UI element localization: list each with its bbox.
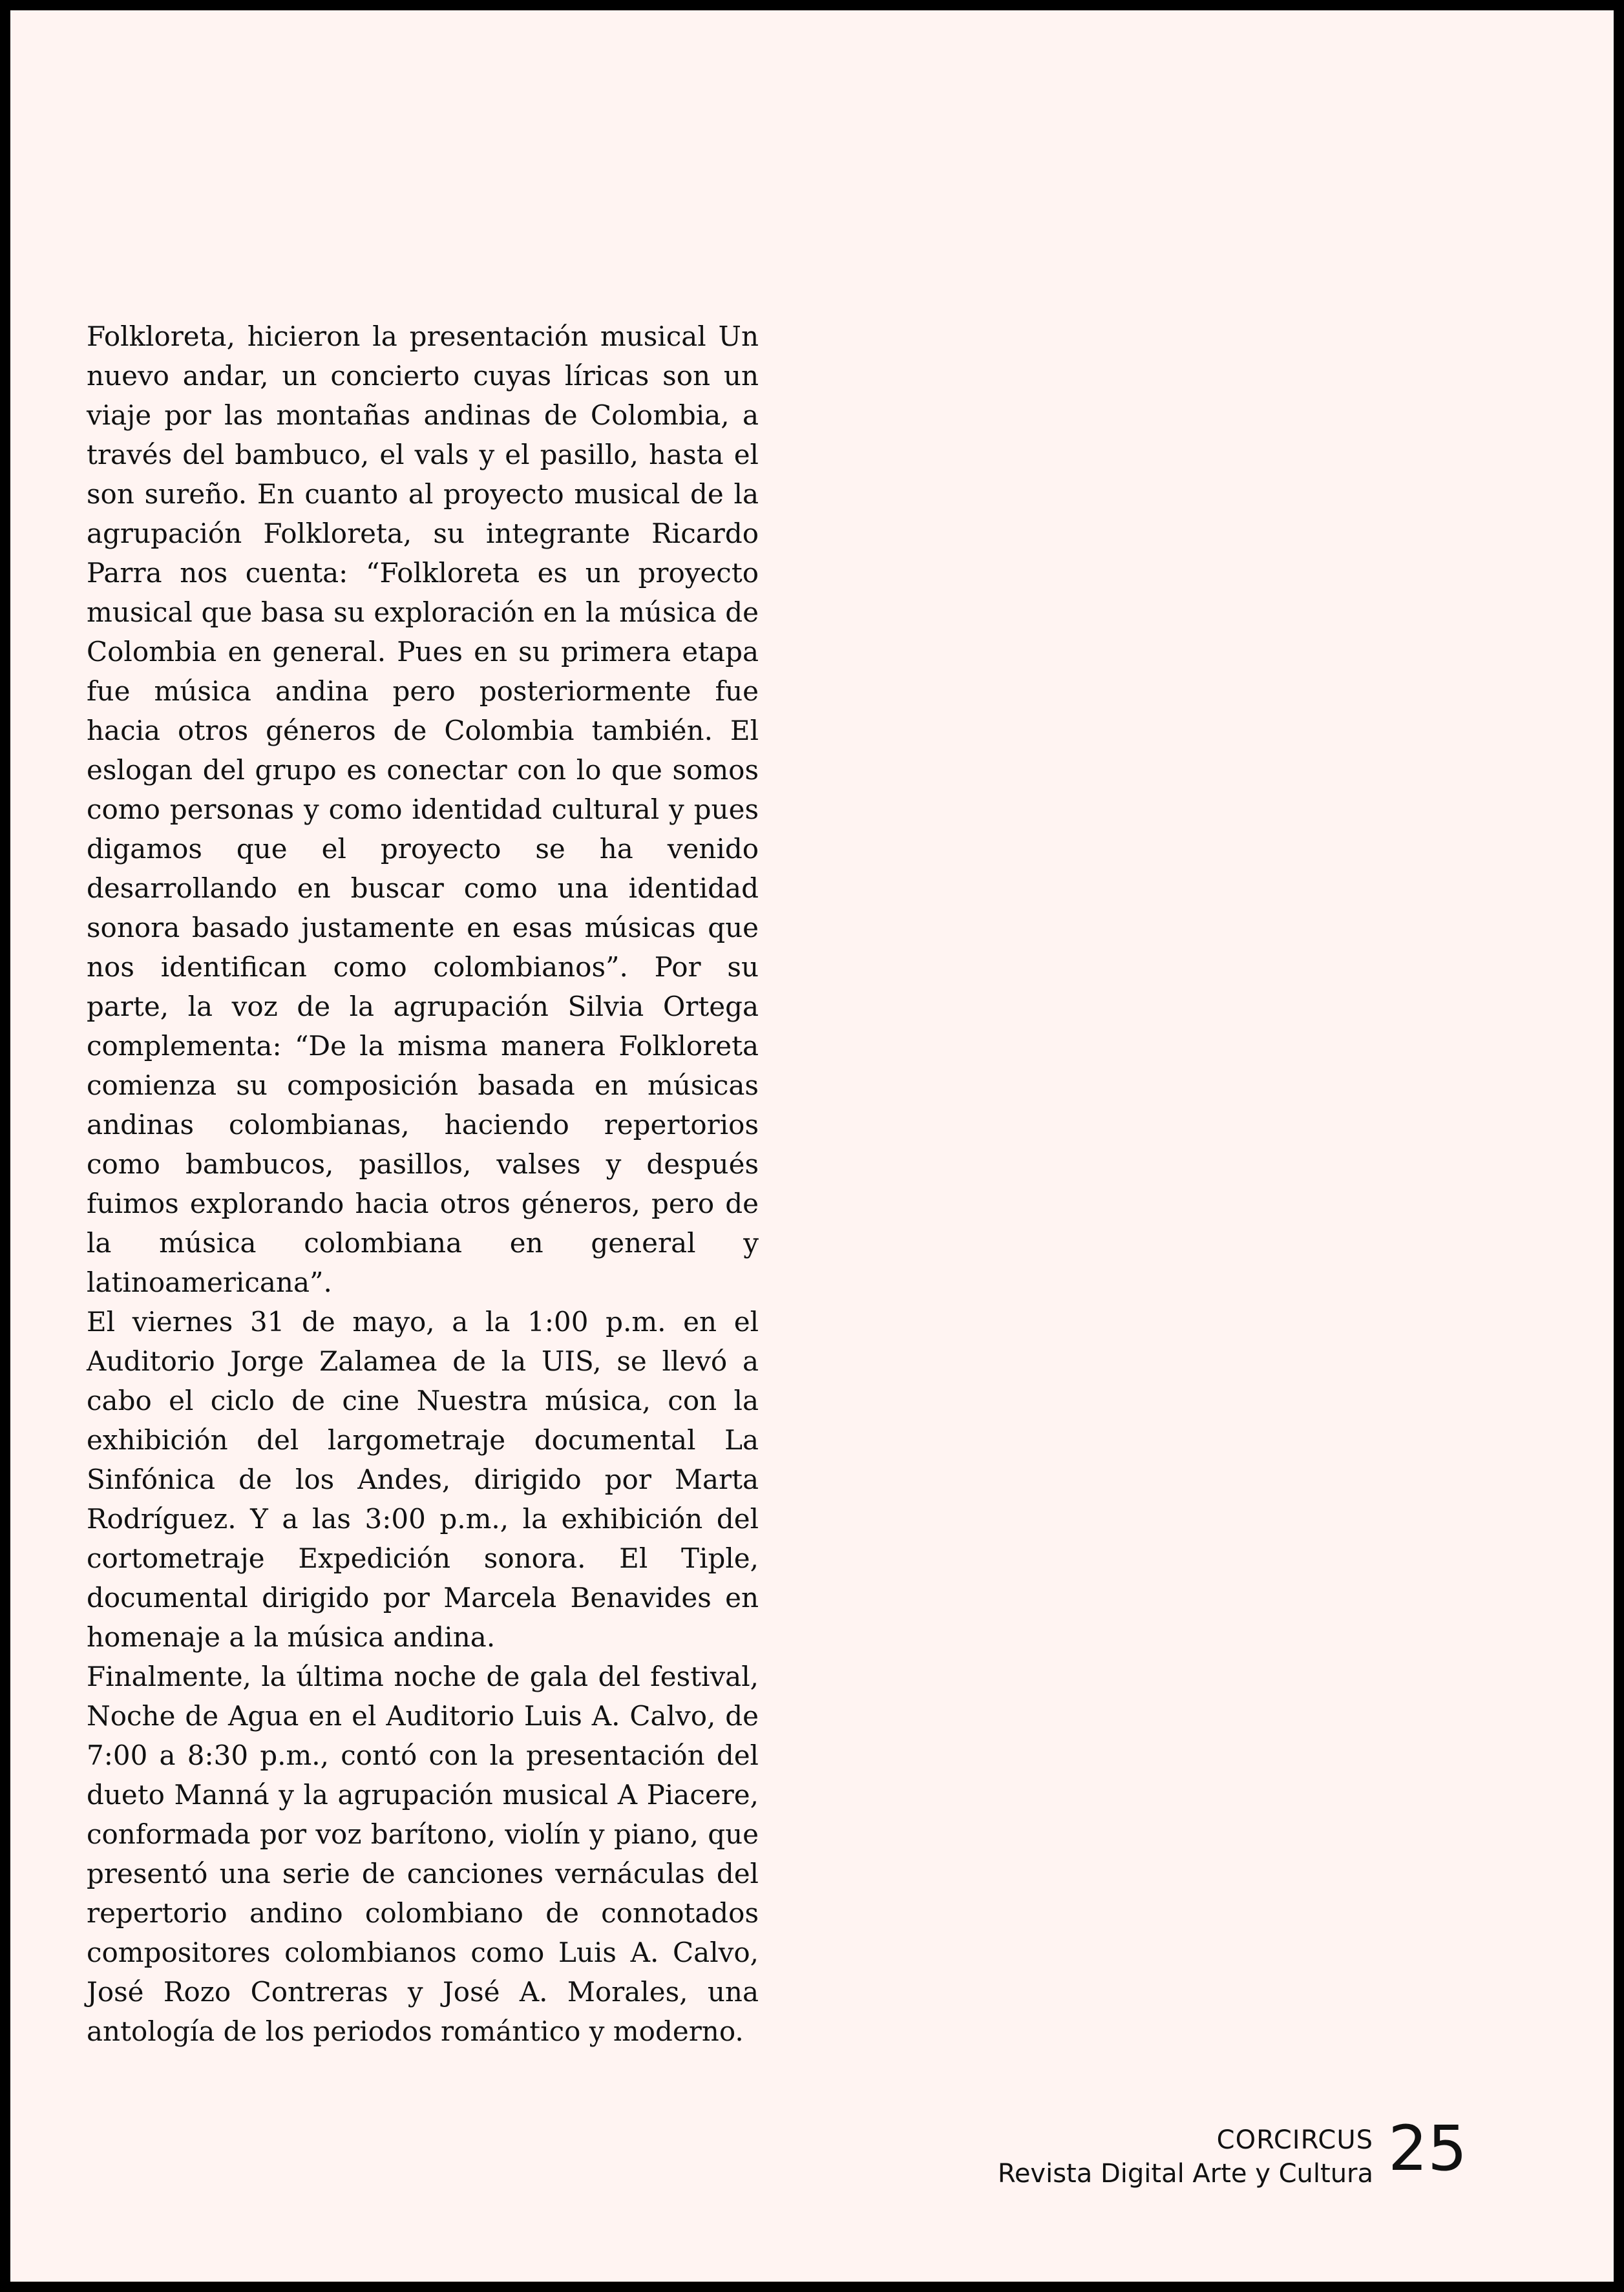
article-paragraph-1: Folkloreta, hicieron la presentación musical Un nuevo andar, un concierto cuyas líricas son un viaje por las montañas andinas de Colombia, a través del bambuco, el vals y el pasillo, hasta el son sureño. En cuanto al proyecto musical de la agrupación Folkloreta, su integrante Ricardo Parra nos cuenta: “Folkloreta es un proyecto musical que basa su exploración en la música de Colombia en general. Pues en su primera etapa fue música andina pero posteriormente fue hacia otros géneros de Colombia también. El eslogan del grupo es conectar con lo que somos como personas y como identidad cultural y pues digamos que el proyecto se ha venido desarrollando en buscar como una identidad sonora basado justamente en esas músicas que nos identifican como colombianos”. Por su parte, la voz de la agrupación Silvia Ortega complementa: “De la misma manera Folkloreta comienza su composición basada en músicas andinas colombianas, haciendo repertorios como bambucos, pasillos, valses y después fuimos explorando hacia otros géneros, pero de la música colombiana en general y latinoamericana”. xyxy=(87,321,759,1298)
magazine-page xyxy=(10,10,1614,2282)
page-number: 25 xyxy=(1388,2112,1468,2185)
page-footer xyxy=(998,2123,1373,2191)
article-paragraph-3: Finalmente, la última noche de gala del festival, Noche de Agua en el Auditorio Luis A. Calvo, de 7:00 a 8:30 p.m., contó con la presentación del dueto Manná y la agrupación musical A Piacere, conformada por voz barítono, violín y piano, que presentó una serie de canciones vernáculas del repertorio andino colombiano de connotados compositores colombianos como Luis A. Calvo, José Rozo Contreras y José A. Morales, una antología de los periodos romántico y moderno. xyxy=(87,1661,759,2047)
magazine-name: CORCIRCUS xyxy=(1216,2125,1373,2155)
article-paragraph-2: El viernes 31 de mayo, a la 1:00 p.m. en el Auditorio Jorge Zalamea de la UIS, se llevó a cabo el ciclo de cine Nuestra música, con la exhibición del largometraje documental La Sinfónica de los Andes, dirigido por Marta Rodríguez. Y a las 3:00 p.m., la exhibición del cortometraje Expedición sonora. El Tiple, documental dirigido por Marcela Benavides en homenaje a la música andina. xyxy=(87,1306,759,1653)
article-body xyxy=(87,317,759,2051)
magazine-subtitle: Revista Digital Arte y Cultura xyxy=(997,2159,1373,2189)
